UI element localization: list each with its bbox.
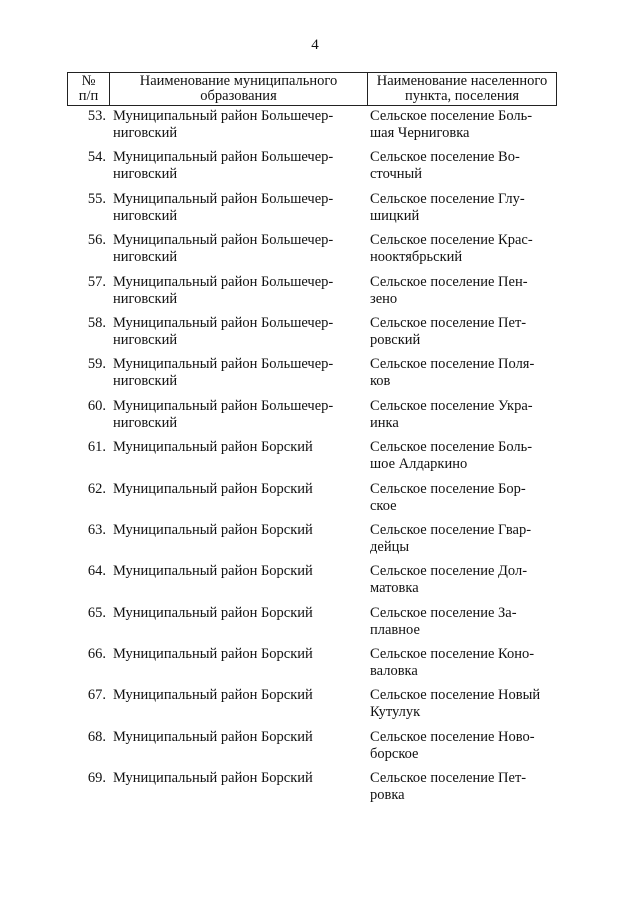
- municipality-cell: [113, 481, 363, 498]
- municipality-cell: [113, 646, 363, 663]
- municipality-line2: ниговский: [113, 290, 178, 307]
- settlement-cell: [370, 274, 560, 308]
- row-number: 54.: [87, 149, 106, 166]
- settlement-line1: Сельское поселение Пен-: [370, 273, 528, 290]
- settlement-line1: Сельское поселение Во-: [370, 149, 520, 166]
- settlement-cell: [370, 191, 560, 225]
- settlement-cell: [370, 481, 560, 515]
- table-row: [67, 191, 567, 232]
- settlement-line1: Сельское поселение Пет-: [370, 770, 527, 787]
- municipality-cell: [113, 108, 363, 142]
- settlement-line1: Сельское поселение Укра-: [370, 397, 533, 414]
- municipality-cell: [113, 729, 363, 746]
- settlement-line1: Сельское поселение Глу-: [370, 190, 525, 207]
- settlement-line2: ровка: [370, 787, 405, 804]
- municipality-line1: Муниципальный район Большечер-: [113, 149, 334, 166]
- settlement-line2: ское: [370, 497, 397, 514]
- settlement-cell: [370, 232, 560, 266]
- settlement-line2: Кутулук: [370, 704, 421, 721]
- municipality-cell: [113, 315, 363, 349]
- header-number-line2: п/п: [78, 88, 99, 104]
- municipality-line1: Муниципальный район Борский: [113, 728, 313, 745]
- table-row: [67, 770, 567, 811]
- settlement-cell: [370, 398, 560, 432]
- municipality-line1: Муниципальный район Большечер-: [113, 397, 334, 414]
- municipality-line2: ниговский: [113, 125, 178, 141]
- municipality-line1: Муниципальный район Борский: [113, 480, 313, 497]
- settlement-cell: [370, 605, 560, 639]
- header-municipality-line1: Наименование муниципального: [139, 73, 338, 89]
- municipality-line2: ниговский: [113, 249, 178, 266]
- municipality-cell: [113, 191, 363, 225]
- municipality-cell: [113, 232, 363, 266]
- row-number: 56.: [87, 232, 106, 249]
- table-row: [67, 522, 567, 563]
- settlement-cell: [370, 149, 560, 183]
- municipality-cell: [113, 149, 363, 183]
- row-number: 58.: [87, 314, 106, 331]
- table-header: [67, 72, 557, 106]
- municipality-line2: ниговский: [113, 166, 178, 183]
- municipality-cell: [113, 687, 363, 704]
- municipality-cell: [113, 274, 363, 308]
- header-municipality-column: [110, 73, 368, 105]
- row-number: 67.: [87, 687, 106, 704]
- municipality-line1: Муниципальный район Борский: [113, 439, 313, 456]
- row-number: 68.: [87, 728, 106, 745]
- settlement-line1: Сельское поселение Ново-: [370, 728, 535, 745]
- settlement-line2: ровский: [370, 331, 421, 348]
- row-number: 57.: [87, 273, 106, 290]
- settlement-line2: сточный: [370, 166, 423, 183]
- header-number-line1: №: [81, 73, 96, 89]
- settlement-cell: [370, 646, 560, 680]
- row-number: 65.: [87, 604, 106, 621]
- row-number: 60.: [87, 397, 106, 414]
- settlement-line1: Сельское поселение Боль-: [370, 108, 533, 124]
- municipality-line1: Муниципальный район Большечер-: [113, 356, 334, 373]
- municipality-line1: Муниципальный район Борский: [113, 563, 313, 580]
- table-row: [67, 398, 567, 439]
- municipality-cell: [113, 770, 363, 787]
- row-number: 53.: [87, 108, 106, 124]
- settlement-line2: матовка: [370, 580, 419, 597]
- settlement-line2: инка: [370, 414, 399, 431]
- row-number: 59.: [87, 356, 106, 373]
- settlement-line1: Сельское поселение Боль-: [370, 439, 533, 456]
- municipality-cell: [113, 439, 363, 456]
- settlement-line1: Сельское поселение Гвар-: [370, 521, 532, 538]
- municipality-line2: ниговский: [113, 207, 178, 224]
- table-row: [67, 481, 567, 522]
- table-row: [67, 108, 567, 149]
- settlement-line1: Сельское поселение Коно-: [370, 646, 535, 663]
- settlement-line1: Сельское поселение Бор-: [370, 480, 526, 497]
- row-number: 66.: [87, 646, 106, 663]
- header-settlement-line1: Наименование населенного: [376, 73, 548, 89]
- table-row: [67, 605, 567, 646]
- settlement-cell: [370, 439, 560, 473]
- municipality-line2: ниговский: [113, 373, 178, 390]
- settlement-line2: дейцы: [370, 538, 410, 555]
- header-settlement-line2: пункта, поселения: [404, 88, 520, 104]
- settlement-line2: борское: [370, 745, 419, 762]
- settlement-line2: нооктябрьский: [370, 249, 463, 266]
- municipality-line1: Муниципальный район Борский: [113, 604, 313, 621]
- row-number: 55.: [87, 190, 106, 207]
- table-row: [67, 274, 567, 315]
- header-municipality-line2: образования: [200, 88, 277, 104]
- settlement-cell: [370, 522, 560, 556]
- table-row: [67, 646, 567, 687]
- municipality-cell: [113, 398, 363, 432]
- header-settlement-column: [368, 73, 556, 105]
- table-row: [67, 356, 567, 397]
- row-number: 64.: [87, 563, 106, 580]
- settlement-line1: Сельское поселение Поля-: [370, 356, 535, 373]
- row-number: 61.: [87, 439, 106, 456]
- settlement-line2: зено: [370, 290, 398, 307]
- table-row: [67, 687, 567, 728]
- settlement-cell: [370, 770, 560, 804]
- municipality-line1: Муниципальный район Большечер-: [113, 273, 334, 290]
- settlement-line1: Сельское поселение Крас-: [370, 232, 533, 249]
- municipality-cell: [113, 563, 363, 580]
- settlement-line2: плавное: [370, 621, 420, 638]
- settlement-cell: [370, 729, 560, 763]
- page-number: 4: [311, 37, 319, 53]
- settlement-cell: [370, 315, 560, 349]
- municipality-line1: Муниципальный район Борский: [113, 770, 313, 787]
- row-number: 62.: [87, 480, 106, 497]
- municipality-cell: [113, 522, 363, 539]
- header-number-column: [68, 73, 110, 105]
- settlement-line1: Сельское поселение Пет-: [370, 314, 527, 331]
- table-row: [67, 315, 567, 356]
- municipality-line1: Муниципальный район Борский: [113, 521, 313, 538]
- municipality-line1: Муниципальный район Большечер-: [113, 232, 334, 249]
- settlement-cell: [370, 356, 560, 390]
- settlement-line2: шицкий: [370, 207, 420, 224]
- municipality-line1: Муниципальный район Большечер-: [113, 108, 334, 124]
- municipality-cell: [113, 605, 363, 622]
- row-number: 69.: [87, 770, 106, 787]
- settlement-line1: Сельское поселение Дол-: [370, 563, 528, 580]
- table-row: [67, 232, 567, 273]
- municipality-line1: Муниципальный район Большечер-: [113, 314, 334, 331]
- municipality-line2: ниговский: [113, 414, 178, 431]
- table-row: [67, 563, 567, 604]
- municipality-line2: ниговский: [113, 331, 178, 348]
- settlement-cell: [370, 687, 560, 721]
- table-row: [67, 439, 567, 480]
- table-row: [67, 729, 567, 770]
- municipality-line1: Муниципальный район Большечер-: [113, 190, 334, 207]
- settlement-line2: ков: [370, 373, 391, 390]
- settlement-cell: [370, 563, 560, 597]
- settlement-line1: Сельское поселение Новый: [370, 687, 541, 704]
- table-body: [67, 108, 567, 812]
- settlement-line2: валовка: [370, 663, 418, 680]
- row-number: 63.: [87, 521, 106, 538]
- municipality-line1: Муниципальный район Борский: [113, 687, 313, 704]
- municipality-cell: [113, 356, 363, 390]
- settlement-line2: шая Черниговка: [370, 125, 470, 141]
- settlement-line1: Сельское поселение За-: [370, 604, 517, 621]
- settlement-line2: шое Алдаркино: [370, 456, 468, 473]
- settlement-cell: [370, 108, 560, 142]
- table-row: [67, 149, 567, 190]
- municipality-line1: Муниципальный район Борский: [113, 646, 313, 663]
